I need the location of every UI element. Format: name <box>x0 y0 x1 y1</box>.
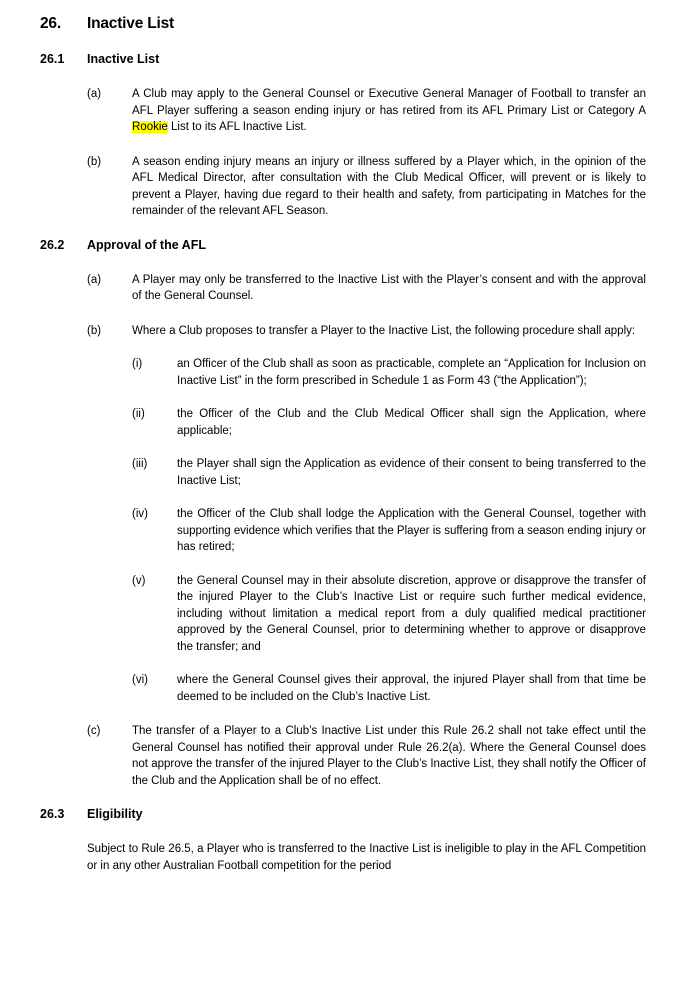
clause-26-2-a <box>87 272 646 305</box>
clause-label: (b) <box>87 155 102 168</box>
clause-text: A season ending injury means an injury or illness suffered by a Player which, in the opinion of the AFL Medical Director, after consultation with the Club Medical Officer, will prevent or is likely to prevent a Player, having due regard to their health and safety, from participating in Matches for the remainder of the relevant AFL Season. <box>132 155 646 217</box>
subclause-label: (iii) <box>132 458 148 470</box>
subclause-label: (v) <box>132 574 146 587</box>
subclause-26-2-b-iv <box>132 506 646 556</box>
clause-label: (a) <box>87 88 102 100</box>
section-26-2 <box>40 238 646 790</box>
section-body <box>87 272 646 790</box>
section-title: Approval of the AFL <box>87 237 206 252</box>
subclause-text: an Officer of the Club shall as soon as practicable, complete an “Application for Inclusion on Inactive List” in the form prescribed in Schedule 1 as Form 43 (“the Application”); <box>177 358 646 387</box>
subclause-text: the Officer of the Club and the Club Medical Officer shall sign the Application, where applicable; <box>177 408 646 437</box>
section-heading <box>40 238 646 252</box>
subclause-text: the Player shall sign the Application as evidence of their consent to being transferred to the Inactive List; <box>177 458 646 487</box>
section-title: Inactive List <box>87 52 160 66</box>
section-heading <box>40 807 646 821</box>
subclause-text: the General Counsel may in their absolute discretion, approve or disapprove the transfer of the injured Player to the Club’s Inactive List or require such further medical evidence, including without limitation a medical report from a duly qualified medical practitioner approved by the General Counsel, prior to determining whether to approve or disapprove the transfer; and <box>177 574 646 653</box>
search-highlight: Rookie <box>132 121 168 133</box>
section-number: 26.3 <box>40 807 65 821</box>
rule-heading <box>40 15 646 32</box>
clause-text: The transfer of a Player to a Club’s Inactive List under this Rule 26.2 shall not take effect until the General Counsel has notified their approval under Rule 26.2(a). Where the General Counsel does not approve the transfer of the injured Player to the Club’s Inactive List, they shall notify the Officer of the Club and the Application shall be of no effect. <box>132 725 646 787</box>
section-26-1 <box>40 52 646 220</box>
rule-title: Inactive List <box>87 15 174 32</box>
subclause-26-2-b-vi <box>132 672 646 705</box>
subclause-26-2-b-iii <box>132 456 646 489</box>
clause-label: (a) <box>87 273 102 286</box>
rule-number: 26. <box>40 15 61 32</box>
clause-text: A Player may only be transferred to the Inactive List with the Player’s consent and with the approval of the General Counsel. <box>132 273 646 302</box>
subclause-26-2-b-i <box>132 356 646 389</box>
subclause-label: (i) <box>132 358 143 370</box>
subclause-label: (iv) <box>132 508 148 520</box>
section-heading <box>40 52 646 66</box>
section-number: 26.2 <box>40 237 65 252</box>
section-number: 26.1 <box>40 52 65 66</box>
clause-text-before-highlight: A Club may apply to the General Counsel or Executive General Manager of Football to transfer an AFL Player suffering a season ending injury or has retired from its AFL Primary List or Category A <box>132 88 646 117</box>
section-paragraph: Subject to Rule 26.5, a Player who is transferred to the Inactive List is ineligible to play in the AFL Competition or in any other Australian Football competition for the period <box>87 843 646 872</box>
clause-body <box>132 323 646 706</box>
clause-26-2-c <box>87 723 646 789</box>
clause-26-2-b <box>87 323 646 706</box>
clause-text: Where a Club proposes to transfer a Player to the Inactive List, the following procedure shall apply: <box>132 324 636 337</box>
subclause-text: the Officer of the Club shall lodge the Application with the General Counsel, together with supporting evidence which verifies that the Player is suffering from a season ending injury or has retired; <box>177 508 646 553</box>
subclause-text: where the General Counsel gives their approval, the injured Player shall from that time be deemed to be included on the Club’s Inactive List. <box>177 674 646 703</box>
subclause-label: (ii) <box>132 408 145 420</box>
clause-text <box>132 86 646 136</box>
clause-26-1-a <box>87 86 646 136</box>
section-26-3 <box>40 807 646 874</box>
clause-label: (b) <box>87 324 102 337</box>
subclause-26-2-b-ii <box>132 406 646 439</box>
clause-text-after-highlight: List to its AFL Inactive List. <box>167 121 307 133</box>
clause-label: (c) <box>87 725 101 737</box>
section-title: Eligibility <box>87 807 143 821</box>
subclause-26-2-b-v <box>132 573 646 656</box>
clause-26-1-b <box>87 154 646 220</box>
subclause-label: (vi) <box>132 674 148 686</box>
section-body <box>87 86 646 220</box>
